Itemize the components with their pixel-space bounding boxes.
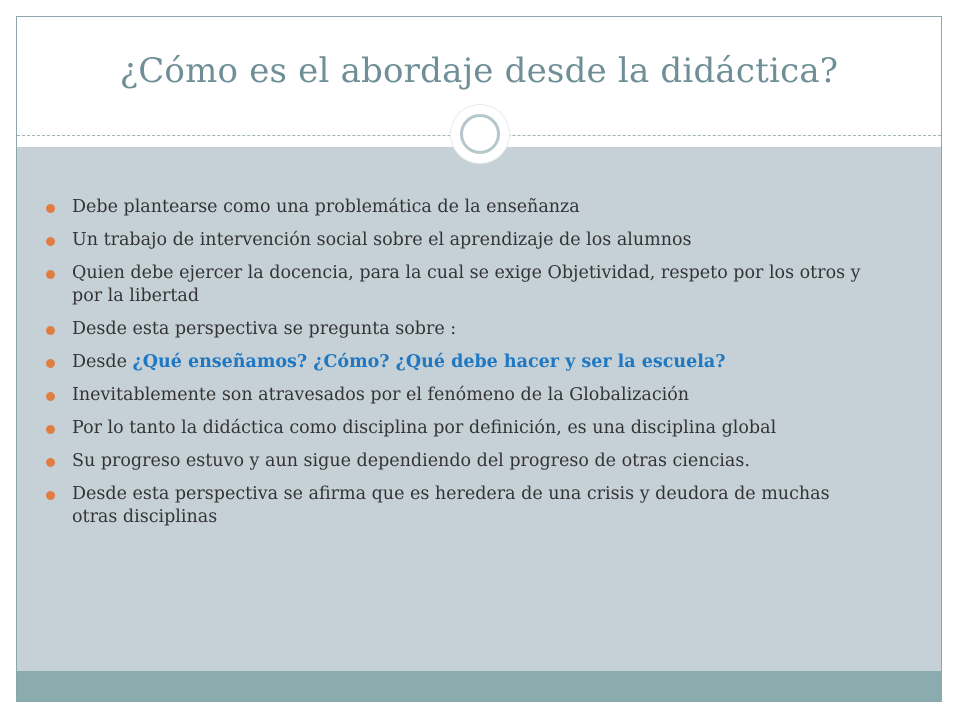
bullet-dot [46,491,55,500]
bullet-item [34,318,874,341]
bullet-item [34,384,874,407]
bullet-dot [46,425,55,434]
bullet-dot [46,204,55,213]
bullet-dot [46,392,55,401]
slide-title: ¿Cómo es el abordaje desde la didáctica? [119,51,839,91]
bullet-item [34,483,874,529]
bullet-text: Desde esta perspectiva se pregunta sobre : [72,319,457,339]
bullet-prefix: Desde [72,352,133,372]
bullet-dot [46,359,55,368]
bullet-dot [46,270,55,279]
bullet-text: Debe plantearse como una problemática de la enseñanza [72,197,580,217]
bullet-dot [46,326,55,335]
bullet-text: Por lo tanto la didáctica como disciplina por definición, es una disciplina global [72,418,777,438]
bullet-text: Quien debe ejercer la docencia, para la cual se exige Objetividad, respeto por los otros y por la libertad [72,263,861,306]
bullet-highlight: ¿Qué enseñamos? ¿Cómo? ¿Qué debe hacer y ser la escuela? [132,352,726,372]
bullet-text: Su progreso estuvo y aun sigue dependiendo del progreso de otras ciencias. [72,451,750,471]
bullet-text: Desde esta perspectiva se afirma que es heredera de una crisis y deudora de muchas otras disciplinas [72,484,830,527]
bullet-item [34,450,874,473]
circle-ornament-icon [451,105,509,163]
bullet-list [34,196,874,539]
bullet-dot [46,458,55,467]
bullet-text: Inevitablemente son atravesados por el fenómeno de la Globalización [72,385,690,405]
bullet-item [34,417,874,440]
bullet-item [34,229,874,252]
circle-ring [460,114,500,154]
bullet-item [34,351,874,374]
bullet-dot [46,237,55,246]
footer-band [17,671,941,701]
bullet-text: Un trabajo de intervención social sobre el aprendizaje de los alumnos [72,230,692,250]
bullet-item [34,196,874,219]
bullet-item [34,262,874,308]
